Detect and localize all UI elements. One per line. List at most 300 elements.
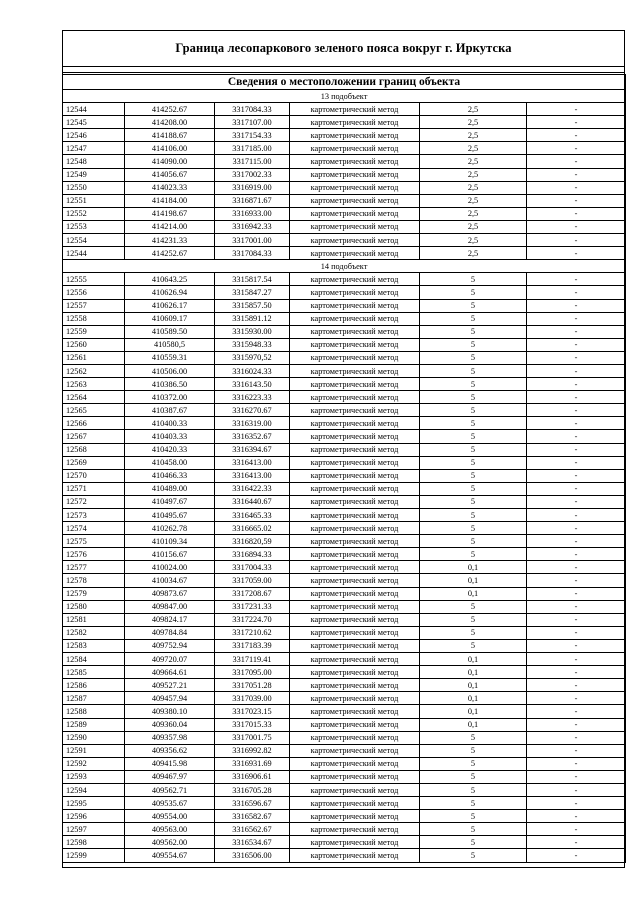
- method-cell: картометрический метод: [290, 653, 420, 666]
- coord-y-cell: 3317115.00: [215, 155, 290, 168]
- accuracy-cell: 2,5: [420, 234, 527, 247]
- accuracy-cell: 5: [420, 783, 527, 796]
- coord-y-cell: 3317210.62: [215, 626, 290, 639]
- coord-y-cell: 3317154.33: [215, 129, 290, 142]
- method-cell: картометрический метод: [290, 364, 420, 377]
- point-number-cell: 12591: [63, 744, 125, 757]
- method-cell: картометрический метод: [290, 155, 420, 168]
- description-cell: -: [527, 613, 626, 626]
- method-cell: картометрический метод: [290, 430, 420, 443]
- method-cell: картометрический метод: [290, 574, 420, 587]
- method-cell: картометрический метод: [290, 456, 420, 469]
- table-row: [63, 142, 626, 155]
- coord-x-cell: 410387.67: [125, 404, 215, 417]
- accuracy-cell: 5: [420, 286, 527, 299]
- method-cell: картометрический метод: [290, 783, 420, 796]
- table-row: [63, 116, 626, 129]
- coord-y-cell: 3316919.00: [215, 181, 290, 194]
- coord-x-cell: 409563.00: [125, 823, 215, 836]
- description-cell: -: [527, 744, 626, 757]
- method-cell: картометрический метод: [290, 823, 420, 836]
- method-cell: картометрический метод: [290, 849, 420, 862]
- coord-y-cell: 3317002.33: [215, 168, 290, 181]
- method-cell: картометрический метод: [290, 220, 420, 233]
- coord-y-cell: 3315948.33: [215, 338, 290, 351]
- coord-y-cell: 3315847.27: [215, 286, 290, 299]
- coord-y-cell: 3316894.33: [215, 548, 290, 561]
- point-number-cell: 12564: [63, 391, 125, 404]
- document-page: [62, 30, 625, 868]
- accuracy-cell: 5: [420, 810, 527, 823]
- coord-x-cell: 409562.71: [125, 783, 215, 796]
- coord-x-cell: 409847.00: [125, 600, 215, 613]
- description-cell: -: [527, 103, 626, 116]
- method-cell: картометрический метод: [290, 836, 420, 849]
- coord-y-cell: 3316596.67: [215, 797, 290, 810]
- table-row: [63, 613, 626, 626]
- description-cell: -: [527, 639, 626, 652]
- description-cell: -: [527, 823, 626, 836]
- coord-y-cell: 3316143.50: [215, 378, 290, 391]
- description-cell: -: [527, 836, 626, 849]
- table-row: [63, 391, 626, 404]
- table-row: [63, 103, 626, 116]
- method-cell: картометрический метод: [290, 705, 420, 718]
- coord-y-cell: 3317015.33: [215, 718, 290, 731]
- coord-y-cell: 3316931.69: [215, 757, 290, 770]
- description-cell: -: [527, 849, 626, 862]
- coord-x-cell: 410580,5: [125, 338, 215, 351]
- accuracy-cell: 5: [420, 456, 527, 469]
- coord-x-cell: 410386.50: [125, 378, 215, 391]
- coord-y-cell: 3316506.00: [215, 849, 290, 862]
- point-number-cell: 12582: [63, 626, 125, 639]
- coord-y-cell: 3316413.00: [215, 469, 290, 482]
- point-number-cell: 12547: [63, 142, 125, 155]
- table-row: [63, 312, 626, 325]
- coord-x-cell: 414208.00: [125, 116, 215, 129]
- method-cell: картометрический метод: [290, 587, 420, 600]
- point-number-cell: 12562: [63, 364, 125, 377]
- coord-x-cell: 410024.00: [125, 561, 215, 574]
- accuracy-cell: 5: [420, 495, 527, 508]
- table-row: [63, 626, 626, 639]
- section-title: Сведения о местоположении границ объекта: [63, 75, 626, 90]
- point-number-cell: 12561: [63, 351, 125, 364]
- description-cell: -: [527, 338, 626, 351]
- accuracy-cell: 0,1: [420, 718, 527, 731]
- method-cell: картометрический метод: [290, 142, 420, 155]
- coord-x-cell: 409380.10: [125, 705, 215, 718]
- coord-y-cell: 3316705.28: [215, 783, 290, 796]
- description-cell: -: [527, 509, 626, 522]
- table-row: [63, 469, 626, 482]
- method-cell: картометрический метод: [290, 548, 420, 561]
- point-number-cell: 12551: [63, 194, 125, 207]
- method-cell: картометрический метод: [290, 417, 420, 430]
- accuracy-cell: 5: [420, 338, 527, 351]
- table-row: [63, 783, 626, 796]
- table-row: [63, 129, 626, 142]
- method-cell: картометрический метод: [290, 509, 420, 522]
- coord-x-cell: 409562.00: [125, 836, 215, 849]
- point-number-cell: 12587: [63, 692, 125, 705]
- point-number-cell: 12584: [63, 653, 125, 666]
- point-number-cell: 12544: [63, 103, 125, 116]
- table-row: [63, 456, 626, 469]
- accuracy-cell: 5: [420, 469, 527, 482]
- coord-y-cell: 3317119.41: [215, 653, 290, 666]
- point-number-cell: 12583: [63, 639, 125, 652]
- point-number-cell: 12568: [63, 443, 125, 456]
- table-row: [63, 810, 626, 823]
- method-cell: картометрический метод: [290, 731, 420, 744]
- accuracy-cell: 2,5: [420, 220, 527, 233]
- description-cell: -: [527, 731, 626, 744]
- coord-y-cell: 3316906.61: [215, 770, 290, 783]
- method-cell: картометрический метод: [290, 522, 420, 535]
- coord-y-cell: 3315970,52: [215, 351, 290, 364]
- coord-x-cell: 409720.07: [125, 653, 215, 666]
- coord-y-cell: 3317185.00: [215, 142, 290, 155]
- coord-y-cell: 3316992.82: [215, 744, 290, 757]
- table-row: [63, 823, 626, 836]
- method-cell: картометрический метод: [290, 482, 420, 495]
- coord-y-cell: 3316820,59: [215, 535, 290, 548]
- point-number-cell: 12565: [63, 404, 125, 417]
- accuracy-cell: 2,5: [420, 155, 527, 168]
- method-cell: картометрический метод: [290, 351, 420, 364]
- title-divider: [63, 66, 624, 67]
- method-cell: картометрический метод: [290, 600, 420, 613]
- method-cell: картометрический метод: [290, 234, 420, 247]
- coord-y-cell: 3317059.00: [215, 574, 290, 587]
- accuracy-cell: 5: [420, 757, 527, 770]
- point-number-cell: 12586: [63, 679, 125, 692]
- accuracy-cell: 2,5: [420, 168, 527, 181]
- accuracy-cell: 5: [420, 849, 527, 862]
- document-title: Граница лесопаркового зеленого пояса вокруг г. Иркутска: [175, 41, 512, 55]
- table-row: [63, 168, 626, 181]
- coord-x-cell: 414090.00: [125, 155, 215, 168]
- coord-x-cell: 410489.00: [125, 482, 215, 495]
- point-number-cell: 12563: [63, 378, 125, 391]
- accuracy-cell: 5: [420, 600, 527, 613]
- coord-x-cell: 409360.04: [125, 718, 215, 731]
- description-cell: -: [527, 247, 626, 260]
- description-cell: -: [527, 548, 626, 561]
- point-number-cell: 12592: [63, 757, 125, 770]
- coord-y-cell: 3317001.00: [215, 234, 290, 247]
- coord-y-cell: 3316394.67: [215, 443, 290, 456]
- table-row: [63, 757, 626, 770]
- point-number-cell: 12575: [63, 535, 125, 548]
- table-row: [63, 522, 626, 535]
- point-number-cell: 12560: [63, 338, 125, 351]
- description-cell: -: [527, 587, 626, 600]
- point-number-cell: 12548: [63, 155, 125, 168]
- accuracy-cell: 5: [420, 364, 527, 377]
- coord-y-cell: 3316223.33: [215, 391, 290, 404]
- coord-x-cell: 410506.00: [125, 364, 215, 377]
- coord-x-cell: 409457.94: [125, 692, 215, 705]
- description-cell: -: [527, 692, 626, 705]
- accuracy-cell: 0,1: [420, 653, 527, 666]
- description-cell: -: [527, 574, 626, 587]
- method-cell: картометрический метод: [290, 561, 420, 574]
- description-cell: -: [527, 155, 626, 168]
- table-row: [63, 273, 626, 286]
- coord-x-cell: 409824.17: [125, 613, 215, 626]
- point-number-cell: 12557: [63, 299, 125, 312]
- accuracy-cell: 2,5: [420, 129, 527, 142]
- method-cell: картометрический метод: [290, 129, 420, 142]
- description-cell: -: [527, 129, 626, 142]
- point-number-cell: 12580: [63, 600, 125, 613]
- coord-x-cell: 414198.67: [125, 207, 215, 220]
- description-cell: -: [527, 783, 626, 796]
- coord-y-cell: 3317004.33: [215, 561, 290, 574]
- coord-y-cell: 3317208.67: [215, 587, 290, 600]
- table-row: [63, 286, 626, 299]
- method-cell: картометрический метод: [290, 299, 420, 312]
- table-row: [63, 247, 626, 260]
- coord-y-cell: 3316024.33: [215, 364, 290, 377]
- description-cell: -: [527, 535, 626, 548]
- coord-y-cell: 3316933.00: [215, 207, 290, 220]
- coord-x-cell: 410372.00: [125, 391, 215, 404]
- method-cell: картометрический метод: [290, 378, 420, 391]
- coord-x-cell: 410589.50: [125, 325, 215, 338]
- section-title-row: [63, 75, 626, 90]
- coord-y-cell: 3317183.39: [215, 639, 290, 652]
- table-row: [63, 181, 626, 194]
- point-number-cell: 12544: [63, 247, 125, 260]
- coord-y-cell: 3316534.67: [215, 836, 290, 849]
- accuracy-cell: 5: [420, 404, 527, 417]
- accuracy-cell: 2,5: [420, 103, 527, 116]
- coord-y-cell: 3317001.75: [215, 731, 290, 744]
- point-number-cell: 12555: [63, 273, 125, 286]
- accuracy-cell: 2,5: [420, 207, 527, 220]
- description-cell: -: [527, 207, 626, 220]
- accuracy-cell: 5: [420, 378, 527, 391]
- coord-y-cell: 3316440.67: [215, 495, 290, 508]
- description-cell: -: [527, 430, 626, 443]
- coord-x-cell: 409467.97: [125, 770, 215, 783]
- table-row: [63, 495, 626, 508]
- description-cell: -: [527, 181, 626, 194]
- coord-y-cell: 3317023.15: [215, 705, 290, 718]
- coord-y-cell: 3315857.50: [215, 299, 290, 312]
- description-cell: -: [527, 797, 626, 810]
- table-row: [63, 653, 626, 666]
- table-row: [63, 378, 626, 391]
- point-number-cell: 12546: [63, 129, 125, 142]
- coord-x-cell: 414231.33: [125, 234, 215, 247]
- coord-x-cell: 410034.67: [125, 574, 215, 587]
- table-row: [63, 404, 626, 417]
- table-row: [63, 509, 626, 522]
- method-cell: картометрический метод: [290, 639, 420, 652]
- method-cell: картометрический метод: [290, 312, 420, 325]
- gap-divider: [63, 72, 624, 73]
- table-row: [63, 155, 626, 168]
- table-row: [63, 639, 626, 652]
- accuracy-cell: 0,1: [420, 574, 527, 587]
- method-cell: картометрический метод: [290, 273, 420, 286]
- table-row: [63, 718, 626, 731]
- accuracy-cell: 5: [420, 770, 527, 783]
- accuracy-cell: 5: [420, 797, 527, 810]
- table-row: [63, 744, 626, 757]
- description-cell: -: [527, 116, 626, 129]
- table-row: [63, 234, 626, 247]
- coord-y-cell: 3316352.67: [215, 430, 290, 443]
- table-row: [63, 417, 626, 430]
- table-row: [63, 194, 626, 207]
- method-cell: картометрический метод: [290, 744, 420, 757]
- description-cell: -: [527, 770, 626, 783]
- accuracy-cell: 5: [420, 299, 527, 312]
- coord-y-cell: 3316582.67: [215, 810, 290, 823]
- coord-x-cell: 410466.33: [125, 469, 215, 482]
- method-cell: картометрический метод: [290, 116, 420, 129]
- table-row: [63, 797, 626, 810]
- method-cell: картометрический метод: [290, 535, 420, 548]
- description-cell: -: [527, 626, 626, 639]
- coord-x-cell: 414252.67: [125, 247, 215, 260]
- method-cell: картометрический метод: [290, 718, 420, 731]
- accuracy-cell: 5: [420, 626, 527, 639]
- method-cell: картометрический метод: [290, 168, 420, 181]
- coord-x-cell: 409357.98: [125, 731, 215, 744]
- description-cell: -: [527, 142, 626, 155]
- coord-y-cell: 3317107.00: [215, 116, 290, 129]
- coord-y-cell: 3317231.33: [215, 600, 290, 613]
- coord-y-cell: 3316562.67: [215, 823, 290, 836]
- description-cell: -: [527, 168, 626, 181]
- accuracy-cell: 5: [420, 351, 527, 364]
- description-cell: -: [527, 351, 626, 364]
- accuracy-cell: 5: [420, 613, 527, 626]
- subobject-label: 14 подобъект: [63, 260, 626, 273]
- description-cell: -: [527, 220, 626, 233]
- point-number-cell: 12577: [63, 561, 125, 574]
- method-cell: картометрический метод: [290, 810, 420, 823]
- method-cell: картометрический метод: [290, 770, 420, 783]
- point-number-cell: 12579: [63, 587, 125, 600]
- accuracy-cell: 5: [420, 273, 527, 286]
- method-cell: картометрический метод: [290, 626, 420, 639]
- point-number-cell: 12593: [63, 770, 125, 783]
- point-number-cell: 12570: [63, 469, 125, 482]
- accuracy-cell: 5: [420, 443, 527, 456]
- point-number-cell: 12559: [63, 325, 125, 338]
- coord-x-cell: 410609.17: [125, 312, 215, 325]
- description-cell: -: [527, 666, 626, 679]
- coord-x-cell: 414188.67: [125, 129, 215, 142]
- coord-x-cell: 410643.25: [125, 273, 215, 286]
- point-number-cell: 12599: [63, 849, 125, 862]
- description-cell: -: [527, 443, 626, 456]
- table-row: [63, 705, 626, 718]
- accuracy-cell: 5: [420, 823, 527, 836]
- subobject-header-row: [63, 90, 626, 103]
- accuracy-cell: 0,1: [420, 561, 527, 574]
- accuracy-cell: 5: [420, 836, 527, 849]
- accuracy-cell: 5: [420, 731, 527, 744]
- accuracy-cell: 2,5: [420, 142, 527, 155]
- table-row: [63, 443, 626, 456]
- point-number-cell: 12589: [63, 718, 125, 731]
- table-row: [63, 770, 626, 783]
- coord-x-cell: 414184.00: [125, 194, 215, 207]
- description-cell: -: [527, 705, 626, 718]
- description-cell: -: [527, 391, 626, 404]
- method-cell: картометрический метод: [290, 194, 420, 207]
- accuracy-cell: 2,5: [420, 247, 527, 260]
- description-cell: -: [527, 417, 626, 430]
- point-number-cell: 12549: [63, 168, 125, 181]
- method-cell: картометрический метод: [290, 247, 420, 260]
- table-row: [63, 482, 626, 495]
- accuracy-cell: 5: [420, 744, 527, 757]
- point-number-cell: 12588: [63, 705, 125, 718]
- method-cell: картометрический метод: [290, 679, 420, 692]
- coord-y-cell: 3316871.67: [215, 194, 290, 207]
- accuracy-cell: 0,1: [420, 692, 527, 705]
- accuracy-cell: 5: [420, 509, 527, 522]
- point-number-cell: 12574: [63, 522, 125, 535]
- accuracy-cell: 0,1: [420, 705, 527, 718]
- coord-x-cell: 409415.98: [125, 757, 215, 770]
- point-number-cell: 12576: [63, 548, 125, 561]
- coord-x-cell: 414252.67: [125, 103, 215, 116]
- accuracy-cell: 0,1: [420, 679, 527, 692]
- accuracy-cell: 2,5: [420, 181, 527, 194]
- method-cell: картометрический метод: [290, 404, 420, 417]
- point-number-cell: 12552: [63, 207, 125, 220]
- coord-x-cell: 414056.67: [125, 168, 215, 181]
- coord-x-cell: 414214.00: [125, 220, 215, 233]
- method-cell: картометрический метод: [290, 207, 420, 220]
- coord-y-cell: 3315891.12: [215, 312, 290, 325]
- accuracy-cell: 5: [420, 639, 527, 652]
- point-number-cell: 12556: [63, 286, 125, 299]
- coord-x-cell: 410403.33: [125, 430, 215, 443]
- coord-y-cell: 3317084.33: [215, 247, 290, 260]
- table-row: [63, 849, 626, 862]
- point-number-cell: 12573: [63, 509, 125, 522]
- accuracy-cell: 5: [420, 522, 527, 535]
- table-row: [63, 338, 626, 351]
- method-cell: картометрический метод: [290, 757, 420, 770]
- coord-x-cell: 409554.67: [125, 849, 215, 862]
- coord-x-cell: 409873.67: [125, 587, 215, 600]
- description-cell: -: [527, 299, 626, 312]
- table-row: [63, 430, 626, 443]
- coord-y-cell: 3316413.00: [215, 456, 290, 469]
- accuracy-cell: 5: [420, 430, 527, 443]
- description-cell: -: [527, 482, 626, 495]
- coord-x-cell: 410495.67: [125, 509, 215, 522]
- method-cell: картометрический метод: [290, 391, 420, 404]
- coord-x-cell: 409356.62: [125, 744, 215, 757]
- description-cell: -: [527, 378, 626, 391]
- description-cell: -: [527, 810, 626, 823]
- table-row: [63, 731, 626, 744]
